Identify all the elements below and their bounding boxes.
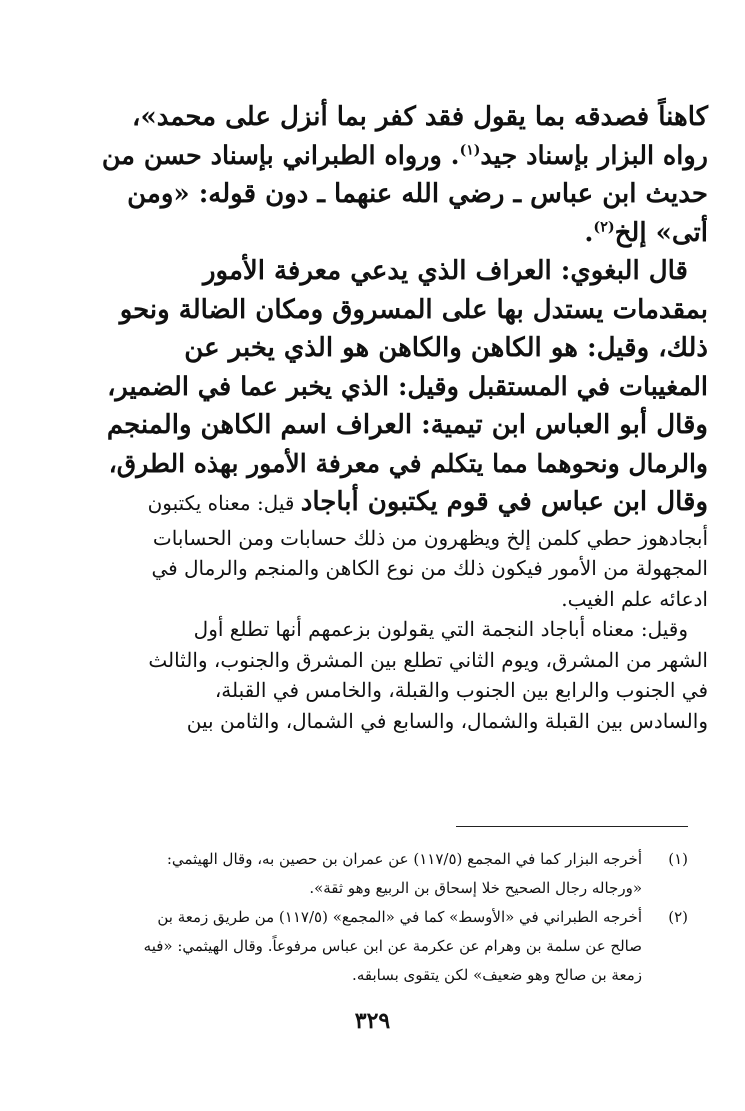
text-line	[100, 291, 708, 330]
footnote-number: (١)	[668, 850, 688, 868]
text-line: وقيل: معناه أباجاد النجمة التي يقولون بزعمهم أنها تطلع أول	[193, 617, 688, 641]
text-span: المغيبات في المستقبل وقيل: الذي يخبر عما في الضمير،	[107, 371, 708, 402]
text-line	[100, 368, 708, 407]
text-line: الشهر من المشرق، ويوم الثاني تطلع بين المشرق والجنوب، والثالث	[148, 647, 708, 672]
text-span: قيل: معناه يكتبون	[147, 491, 301, 515]
text-span: ذلك، وقيل: هو الكاهن والكاهن هو الذي يخبر عن	[184, 333, 708, 363]
footnote-1	[63, 845, 688, 903]
text-line	[100, 175, 708, 214]
footnote-ref-2[interactable]: (٢)	[593, 218, 615, 235]
text-line	[100, 252, 708, 291]
page-number: ٣٢٩	[354, 1008, 391, 1034]
text-line	[100, 214, 708, 253]
footnote-2	[63, 903, 688, 990]
text-line: في الجنوب والرابع بين الجنوب والقبلة، والخامس في القبلة،	[214, 678, 708, 702]
text-line: أبجادهوز حطي كلمن إلخ ويظهرون من ذلك حسابات ومن الحسابات	[152, 525, 708, 550]
text-line	[100, 98, 708, 137]
footnote-line: صالح عن سلمة بن وهرام عن عكرمة عن ابن عباس مرفوعاً. وقال الهيثمي: «فيه	[143, 937, 642, 955]
text-line: والسادس بين القبلة والشمال، والسابع في الشمال، والثامن بين	[186, 708, 708, 733]
footnote-line: أخرجه الطبراني في «الأوسط» كما في «المجمع» (١١٧/٥) من طريق زمعة بن	[157, 908, 642, 926]
text-span: كاهناً فصدقه بما يقول فقد كفر بما أنزل على محمد»،	[132, 102, 708, 132]
text-span: والرمال ونحوهما مما يتكلم في معرفة الأمور بهذه الطرق،	[108, 448, 708, 478]
text-span: .	[584, 217, 594, 248]
footnotes	[63, 845, 688, 990]
text-span: بمقدمات يستدل بها على المسروق ومكان الضالة ونحو	[119, 294, 708, 325]
footnote-line: «ورجاله رجال الصحيح خلا إسحاق بن الربيع وهو ثقة».	[309, 879, 642, 897]
footnote-text	[63, 903, 642, 990]
text-line	[100, 483, 708, 523]
text-span: وقال أبو العباس ابن تيمية: العراف اسم الكاهن والمنجم	[106, 410, 708, 440]
text-line: المجهولة من الأمور فيكون ذلك من نوع الكاهن والمنجم والرمال في	[151, 556, 708, 580]
text-line	[100, 445, 708, 484]
text-span: رواه البزار بإسناد جيد	[480, 140, 708, 171]
footnote-divider	[456, 826, 688, 827]
text-line	[100, 406, 708, 445]
footnote-text	[63, 845, 642, 903]
text-span: قال البغوي: العراف الذي يدعي معرفة الأمور	[202, 256, 688, 286]
text-line	[100, 137, 708, 176]
text-span: . ورواه الطبراني بإسناد حسن من	[101, 140, 460, 171]
text-span: حديث ابن عباس ـ رضي الله عنهما ـ دون قوله: «ومن	[127, 179, 708, 209]
footnote-line: أخرجه البزار كما في المجمع (١١٧/٥) عن عمران بن حصين به، وقال الهيثمي:	[166, 850, 642, 868]
text-line	[100, 329, 708, 368]
text-span: أتى» إلخ	[614, 217, 708, 248]
text-span: وقال ابن عباس في قوم يكتبون أباجاد	[300, 487, 708, 517]
footnote-ref-1[interactable]: (١)	[459, 142, 481, 158]
text-line: ادعائه علم الغيب.	[561, 586, 708, 611]
footnote-line: زمعة بن صالح وهو ضعيف» لكن يتقوى بسابقه.	[352, 966, 642, 984]
footnote-number: (٢)	[668, 908, 688, 926]
main-text	[100, 98, 708, 736]
